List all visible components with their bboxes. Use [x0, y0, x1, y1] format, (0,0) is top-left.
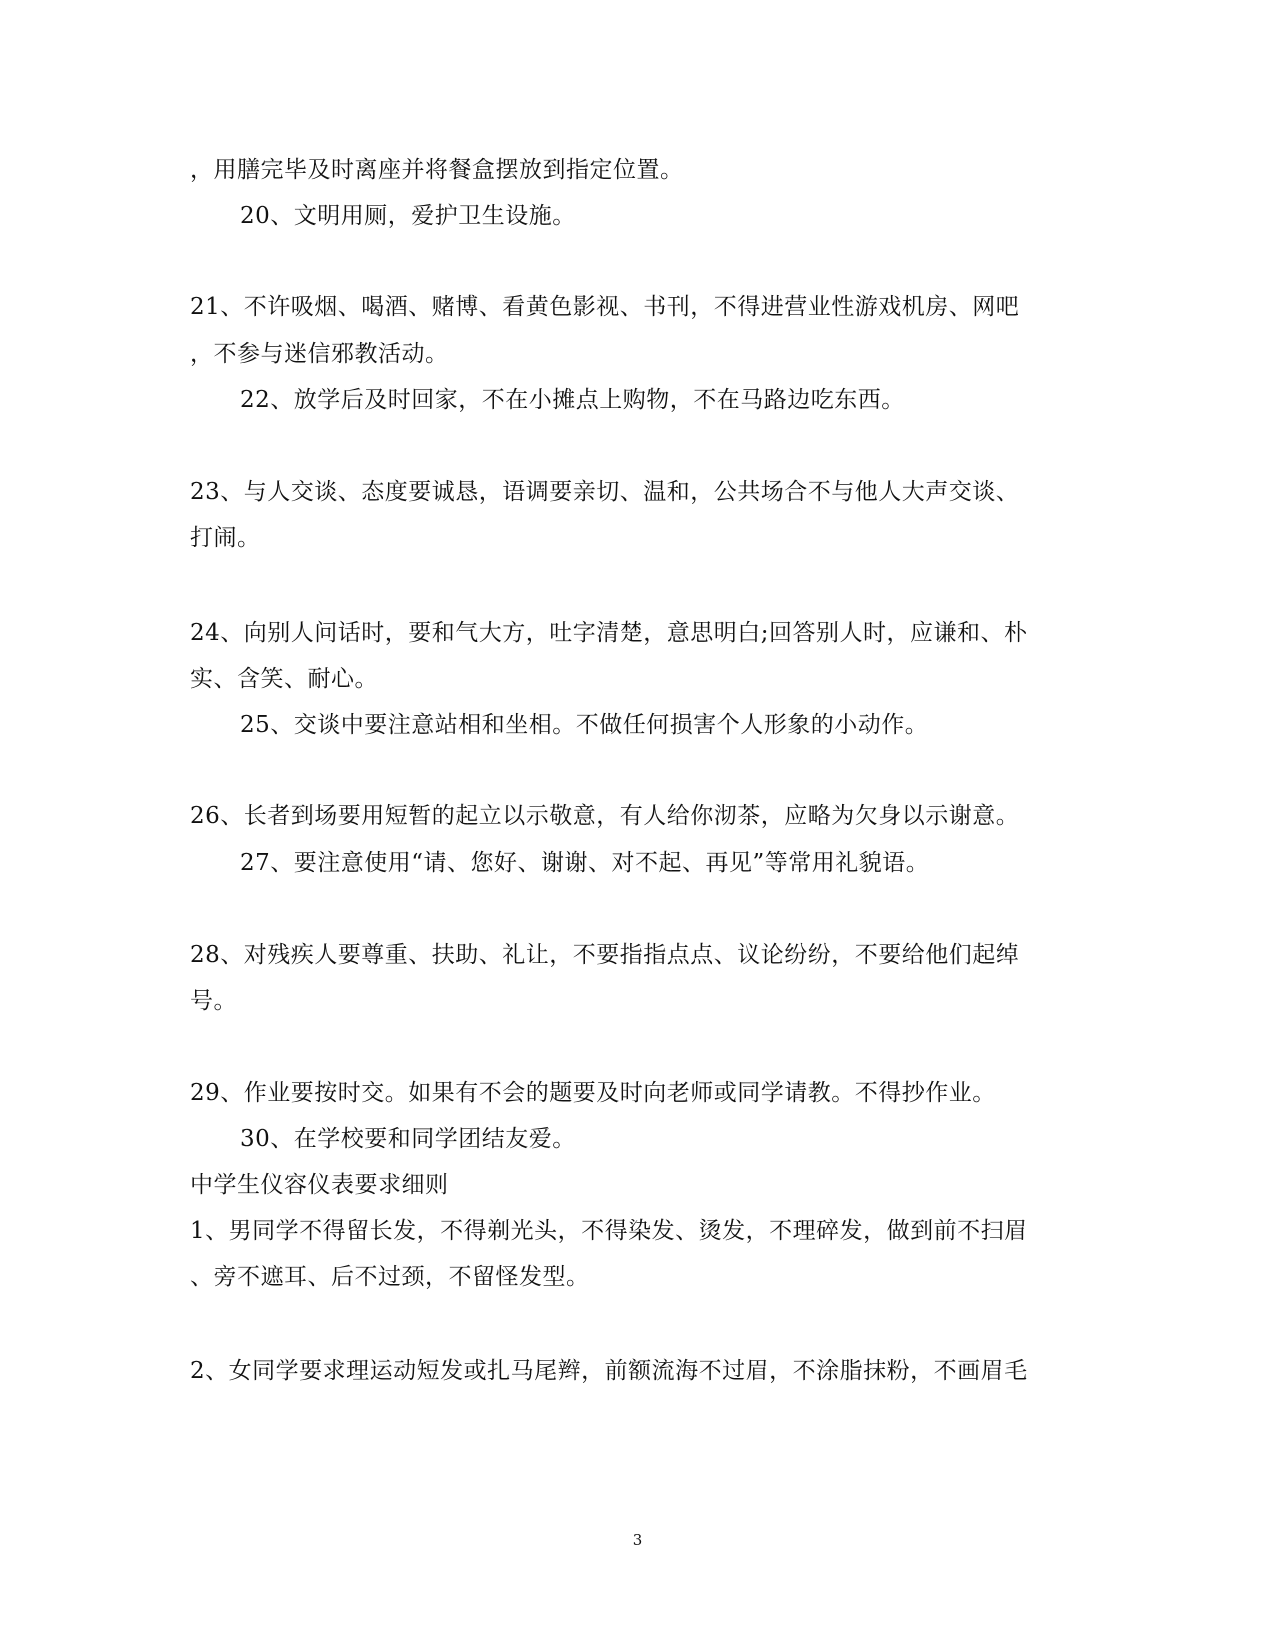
text-line: 23、与人交谈、态度要诚恳，语调要亲切、温和，公共场合不与他人大声交谈、: [190, 479, 1020, 505]
text-line: 、旁不遮耳、后不过颈，不留怪发型。: [190, 1264, 590, 1290]
text-line: 打闹。: [190, 525, 261, 551]
text-line: 1、男同学不得留长发，不得剃光头，不得染发、烫发，不理碎发，做到前不扫眉: [190, 1218, 1028, 1244]
text-line: 21、不许吸烟、喝酒、赌博、看黄色影视、书刊，不得进营业性游戏机房、网吧: [190, 294, 1020, 320]
text-line: 22、放学后及时回家，不在小摊点上购物，不在马路边吃东西。: [240, 387, 905, 413]
text-line: 27、要注意使用“请、您好、谢谢、对不起、再见”等常用礼貌语。: [240, 850, 930, 876]
text-line: 29、作业要按时交。如果有不会的题要及时向老师或同学请教。不得抄作业。: [190, 1080, 996, 1106]
text-line: ，不参与迷信邪教活动。: [190, 341, 449, 367]
text-line: 20、文明用厕，爱护卫生设施。: [240, 203, 576, 229]
text-line: 26、长者到场要用短暂的起立以示敬意，有人给你沏茶，应略为欠身以示谢意。: [190, 803, 1020, 829]
text-line: 号。: [190, 988, 237, 1014]
text-line: 24、向别人问话时，要和气大方，吐字清楚，意思明白;回答别人时，应谦和、朴: [190, 620, 1028, 646]
text-line: 28、对残疾人要尊重、扶助、礼让，不要指指点点、议论纷纷，不要给他们起绰: [190, 942, 1020, 968]
text-line: 实、含笑、耐心。: [190, 666, 378, 692]
text-line: 2、女同学要求理运动短发或扎马尾辫，前额流海不过眉，不涂脂抹粉，不画眉毛: [190, 1358, 1028, 1384]
text-line: ，用膳完毕及时离座并将餐盒摆放到指定位置。: [190, 157, 684, 183]
section-heading: 中学生仪容仪表要求细则: [190, 1172, 449, 1198]
text-line: 25、交谈中要注意站相和坐相。不做任何损害个人形象的小动作。: [240, 712, 929, 738]
text-line: 30、在学校要和同学团结友爱。: [240, 1126, 576, 1152]
page-number: 3: [632, 1531, 643, 1549]
